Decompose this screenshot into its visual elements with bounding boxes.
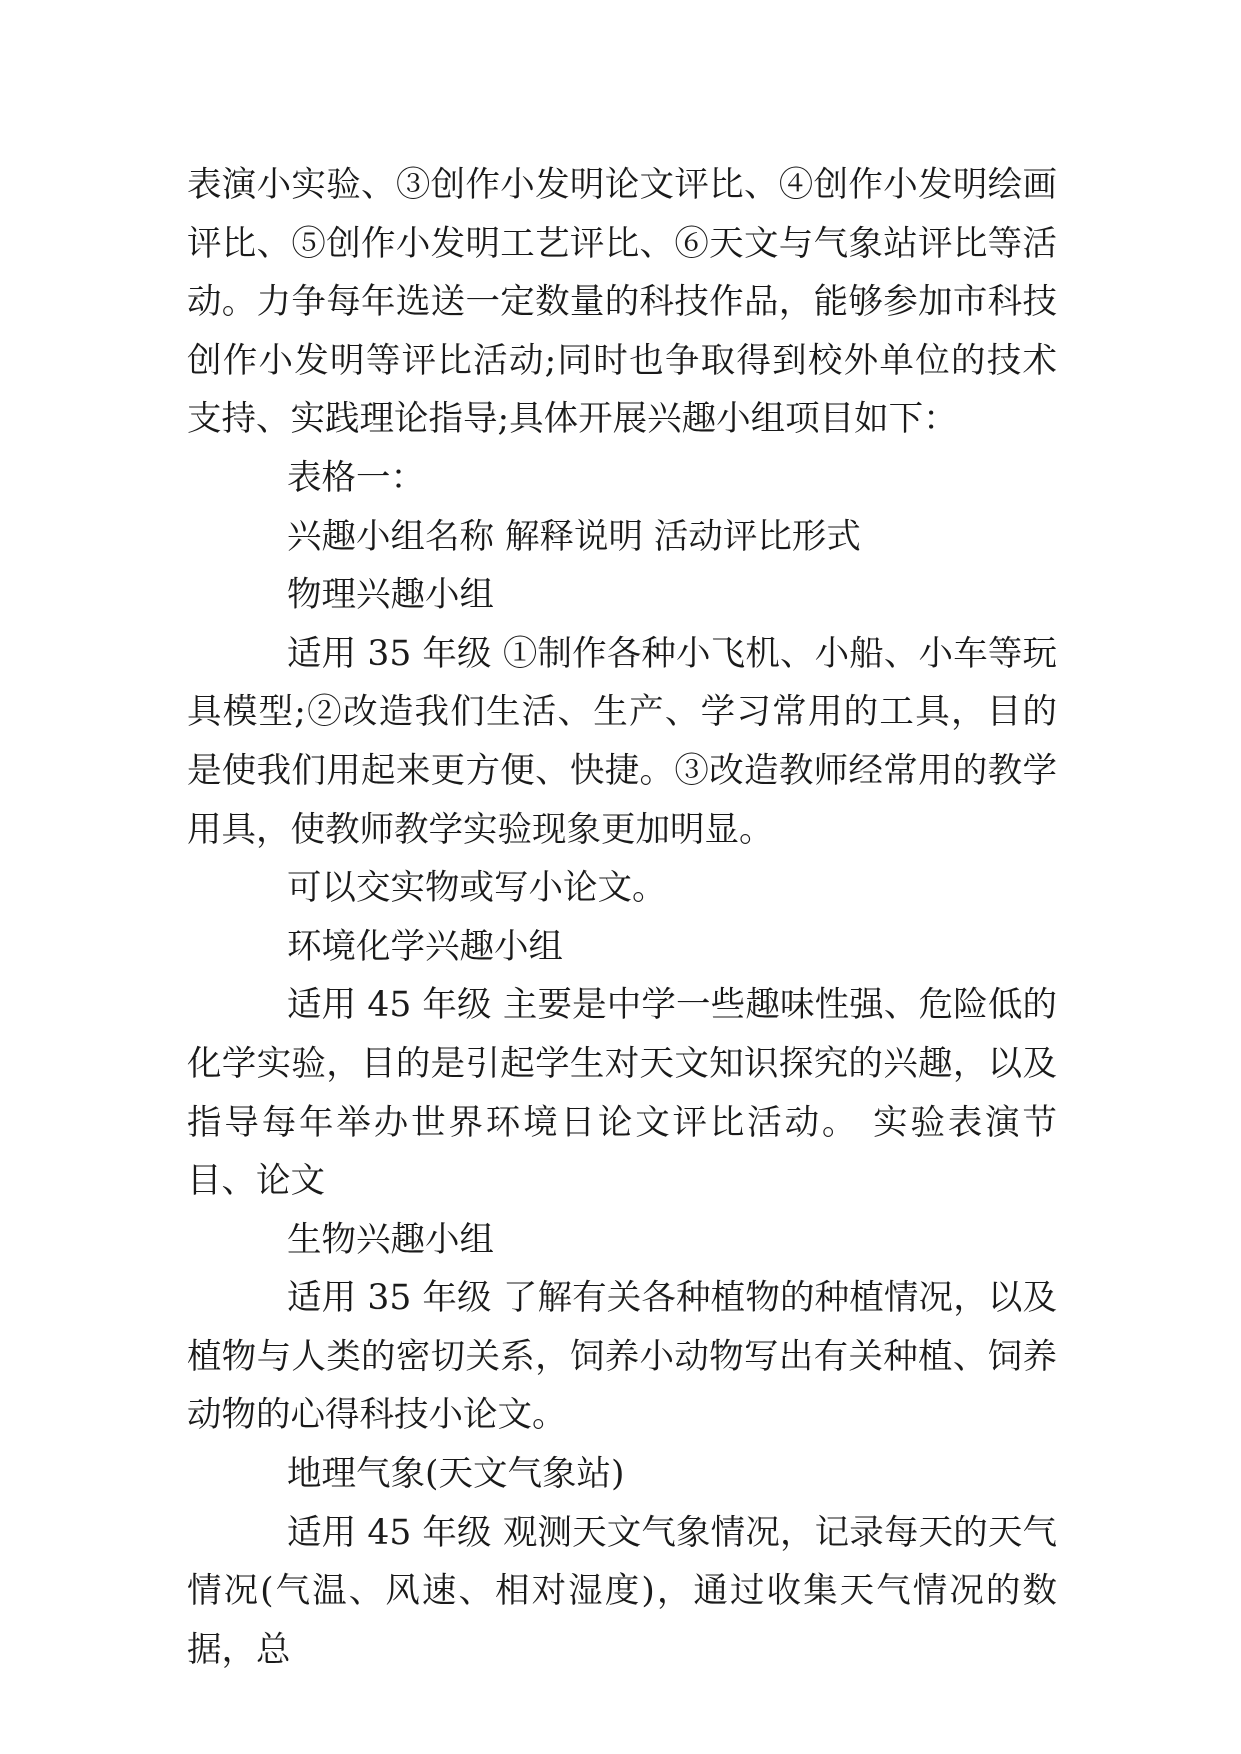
group-description-geography-weather: 适用 45 年级 观测天文气象情况，记录每天的天气情况(气温、风速、相对湿度)，通过收集天气情况的数据，总: [187, 1512, 1057, 1670]
paragraph-intro: 表演小实验、③创作小发明论文评比、④创作小发明绘画评比、⑤创作小发明工艺评比、⑥天文与气象站评比等活动。力争每年选送一定数量的科技作品，能够参加市科技创作小发明等评比活动;同时也争取得到校外单位的技术支持、实践理论指导;具体开展兴趣小组项目如下：: [187, 165, 1057, 440]
group-title-biology: 生物兴趣小组: [287, 1219, 494, 1260]
group-description-physics: 适用 35 年级 ①制作各种小飞机、小船、小车等玩具模型;②改造我们生活、生产、学习常用的工具，目的是使我们用起来更方便、快捷。③改造教师经常用的教学用具，使教师教学实验现象更加明显。: [187, 633, 1057, 850]
group-title-geography-weather: 地理气象(天文气象站): [287, 1454, 625, 1495]
group-title-environment-chemistry: 环境化学兴趣小组: [287, 926, 563, 967]
group-description-environment-chemistry: 适用 45 年级 主要是中学一些趣味性强、危险低的化学实验，目的是引起学生对天文知识探究的兴趣，以及指导每年举办世界环境日论文评比活动。 实验表演节目、论文: [187, 985, 1057, 1202]
table-header-row: 兴趣小组名称 解释说明 活动评比形式: [287, 516, 861, 557]
group-description-biology: 适用 35 年级 了解有关各种植物的种植情况，以及植物与人类的密切关系，饲养小动物写出有关种植、饲养动物的心得科技小论文。: [187, 1278, 1057, 1436]
document-body: [187, 156, 1057, 1679]
table-caption: 表格一：: [287, 457, 425, 498]
group-title-physics: 物理兴趣小组: [287, 575, 494, 616]
group-evaluation-physics: 可以交实物或写小论文。: [287, 868, 667, 909]
